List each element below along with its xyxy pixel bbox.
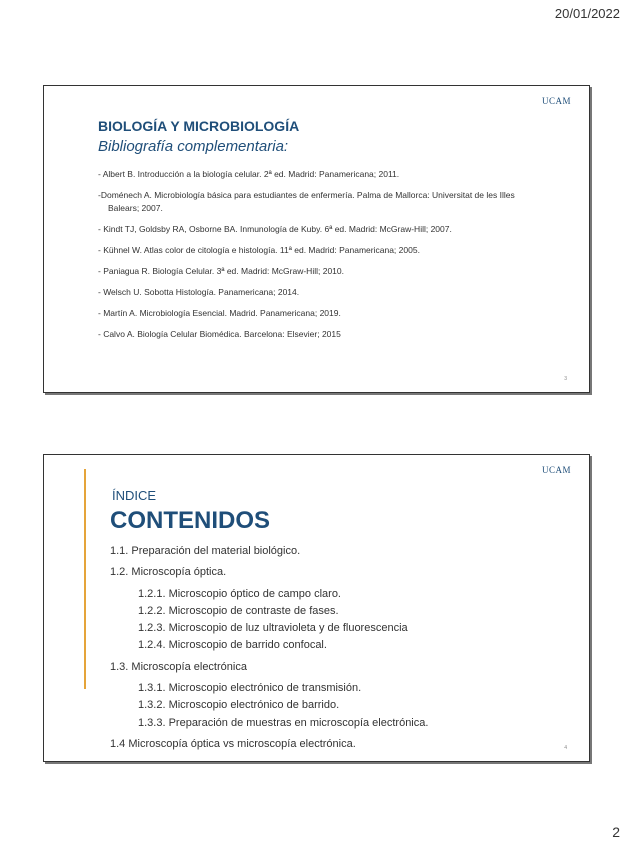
toc-subitem: 1.3.2. Microscopio electrónico de barrido. <box>138 699 340 712</box>
toc-item: 1.2. Microscopía óptica. <box>110 566 227 579</box>
slide-bibliography <box>43 85 590 393</box>
toc-subitem: 1.2.4. Microscopio de barrido confocal. <box>138 639 327 652</box>
reference-list <box>98 168 538 349</box>
page-number: 2 <box>612 824 620 840</box>
ucam-logo: UCAM <box>541 96 571 106</box>
toc-subitem: 1.2.2. Microscopio de contraste de fases. <box>138 604 339 617</box>
slide-title: CONTENIDOS <box>110 507 271 534</box>
reference-item: - Martín A. Microbiología Esencial. Madrid. Panamericana; 2019. <box>98 308 341 318</box>
toc-item: 1.3. Microscopía electrónica <box>110 660 247 673</box>
reference-item: - Calvo A. Biología Celular Biomédica. Barcelona: Elsevier; 2015 <box>98 329 341 339</box>
slide-number: 3 <box>564 376 567 382</box>
index-label: ÍNDICE <box>112 488 157 503</box>
toc-subitem: 1.2.1. Microscopio óptico de campo claro. <box>138 587 341 600</box>
slide-subtitle: Bibliografía complementaria: <box>98 138 289 155</box>
toc-item: 1.4 Microscopía óptica vs microscopía electrónica. <box>110 737 356 750</box>
reference-item: - Kindt TJ, Goldsby RA, Osborne BA. Inmunología de Kuby. 6ª ed. Madrid: McGraw-Hill; 2007. <box>98 224 452 234</box>
toc-subitem: 1.2.3. Microscopio de luz ultravioleta y de fluorescencia <box>138 622 408 635</box>
print-date: 20/01/2022 <box>554 6 620 21</box>
contents-list <box>110 543 550 753</box>
reference-item: - Paniagua R. Biología Celular. 3ª ed. Madrid: McGraw-Hill; 2010. <box>98 266 344 276</box>
toc-item: 1.1. Preparación del material biológico. <box>110 545 301 557</box>
reference-item: -Doménech A. Microbiología básica para estudiantes de enfermería. Palma de Mallorca: Universitat de les Illes Balears; 2007. <box>98 190 515 213</box>
reference-item: - Kühnel W. Atlas color de citología e histología. 11ª ed. Madrid: Panamericana; 2005. <box>98 245 420 255</box>
toc-subitem: 1.3.1. Microscopio electrónico de transmisión. <box>138 682 362 695</box>
reference-item: - Albert B. Introducción a la biología celular. 2ª ed. Madrid: Panamericana; 2011. <box>98 169 400 179</box>
slide-contents <box>43 454 590 762</box>
accent-bar <box>84 469 86 689</box>
toc-subitem: 1.3.3. Preparación de muestras en microscopía electrónica. <box>138 716 429 729</box>
ucam-logo: UCAM <box>541 465 571 475</box>
slide-number: 4 <box>564 745 567 751</box>
reference-item: - Welsch U. Sobotta Histología. Panamericana; 2014. <box>98 287 300 297</box>
slide-title: BIOLOGÍA Y MICROBIOLOGÍA <box>98 118 300 134</box>
